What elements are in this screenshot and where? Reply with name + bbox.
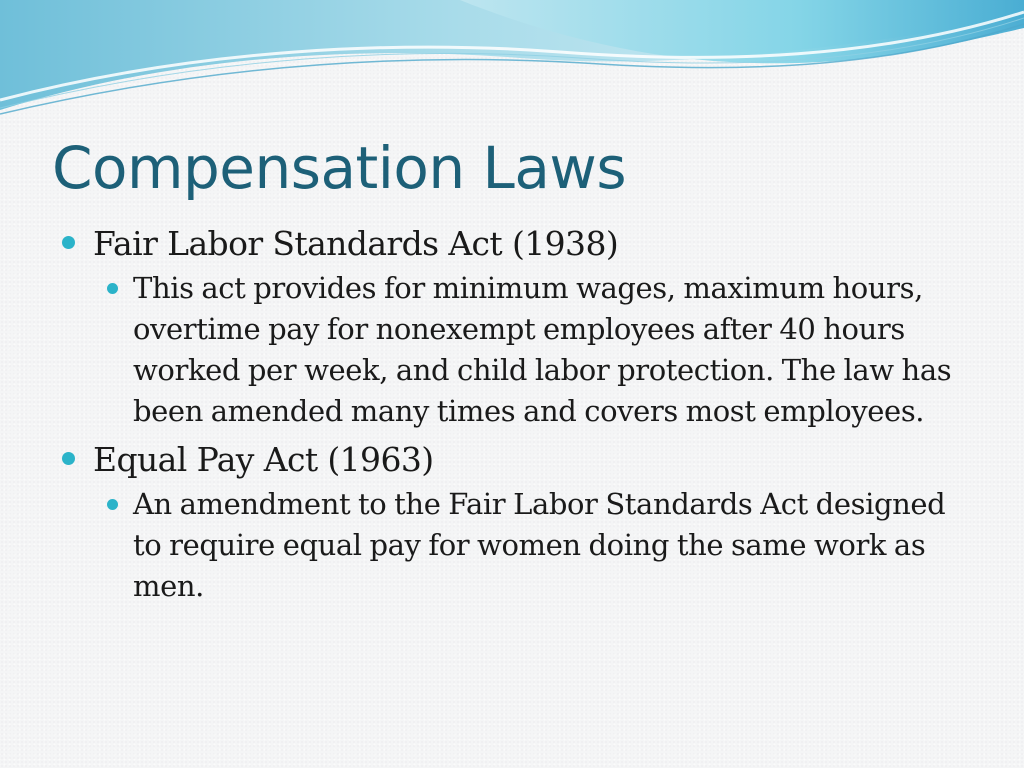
bullet-item-fair-labor-standards-act: [60, 220, 980, 268]
header-wave-decoration: [0, 0, 1024, 120]
sub-bullet-item: [133, 484, 963, 607]
bullet-icon: [107, 499, 118, 510]
sub-bullet-text: An amendment to the Fair Labor Standards Act designed to require equal pay for women doing the same work as men.: [133, 487, 946, 603]
slide-title: Compensation Laws: [52, 134, 627, 202]
bullet-heading: Fair Labor Standards Act (1938): [93, 224, 619, 263]
bullet-icon: [62, 452, 75, 465]
bullet-icon: [62, 236, 75, 249]
sub-bullet-item: [133, 268, 963, 432]
bullet-list: [60, 220, 980, 607]
bullet-icon: [107, 283, 118, 294]
bullet-item-equal-pay-act: [60, 436, 980, 484]
bullet-heading: Equal Pay Act (1963): [93, 440, 434, 479]
sub-bullet-text: This act provides for minimum wages, maximum hours, overtime pay for nonexempt employees after 40 hours worked per week, and child labor protection. The law has been amended many times and covers most employees.: [133, 271, 952, 428]
